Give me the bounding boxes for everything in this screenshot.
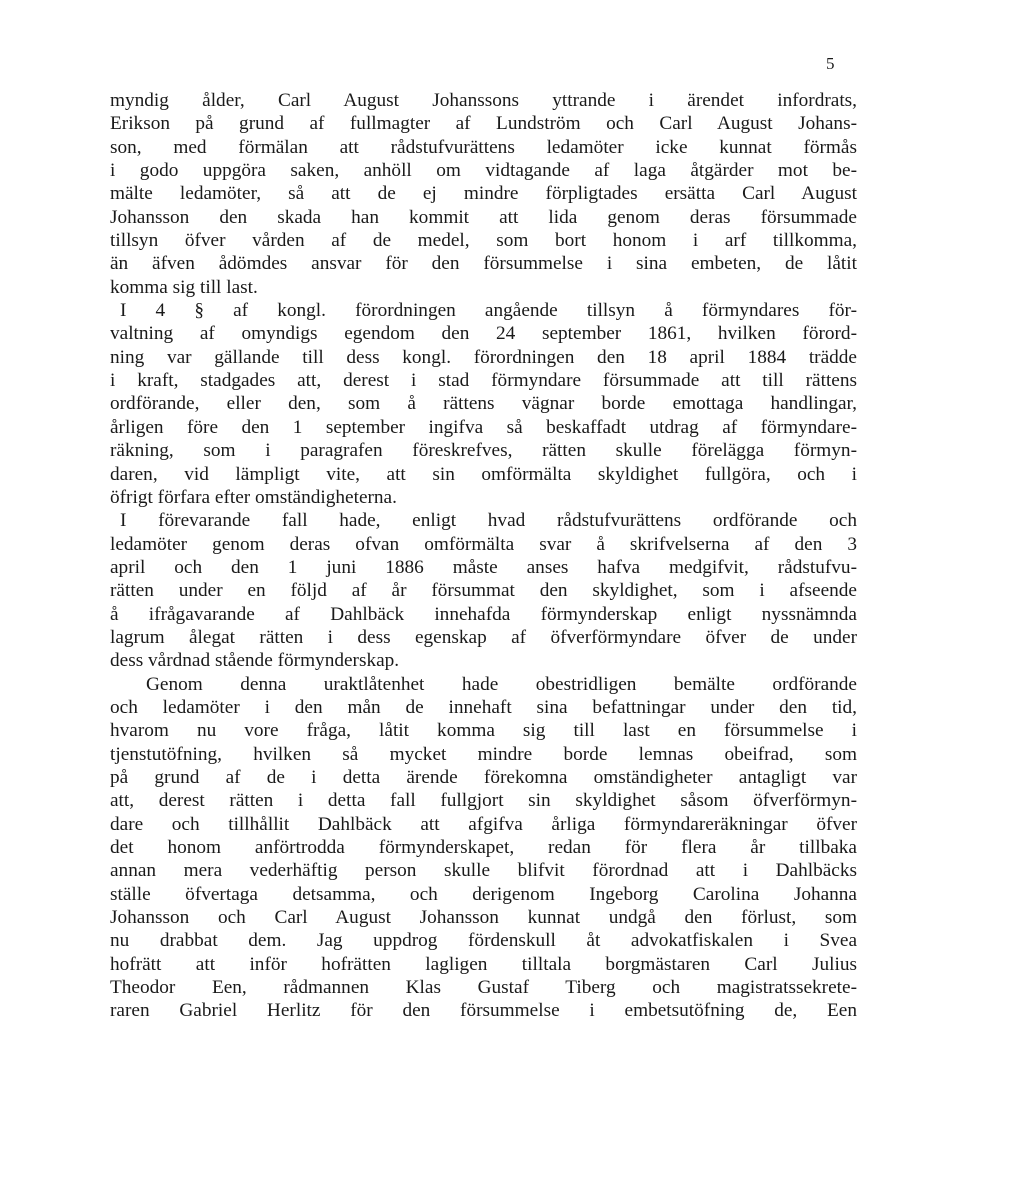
text-line: att, derest rätten i detta fall fullgjort sin skyldighet såsom öfverförmyn- (110, 790, 857, 812)
text-line: I 4 § af kongl. förordningen angående tillsyn å förmyndares för- (120, 300, 857, 322)
text-line: det honom anförtrodda förmynderskapet, redan för flera år tillbaka (110, 837, 857, 858)
text-line: hvarom nu vore fråga, låtit komma sig till last en försummelse i (110, 720, 857, 742)
text-line: i godo uppgöra saken, anhöll om vidtagande af laga åtgärder mot be- (110, 160, 857, 182)
text-line: ordförande, eller den, som å rättens vägnar borde emottaga handlingar, (110, 393, 857, 415)
text-line: komma sig till last. (110, 276, 258, 298)
text-line: å ifrågavarande af Dahlbäck innehafda förmynderskap enligt nyssnämnda (110, 603, 857, 625)
text-line: I förevarande fall hade, enligt hvad rådstufvurättens ordförande och (120, 510, 857, 532)
text-line: tillsyn öfver vården af de medel, som bort honom i arf tillkomma, (110, 230, 857, 252)
text-line: myndig ålder, Carl August Johanssons yttrande i ärendet infordrats, (110, 90, 857, 111)
text-line: raren Gabriel Herlitz för den försummelse i embetsutöfning de, Een (110, 1000, 857, 1022)
text-line: Genom denna uraktlåtenhet hade obestridligen bemälte ordförande (146, 673, 857, 695)
text-line: mälte ledamöter, så att de ej mindre förpligtades ersätta Carl August (110, 183, 857, 205)
text-line: Theodor Een, rådmannen Klas Gustaf Tiberg och magistratssekrete- (110, 977, 857, 999)
text-line: och ledamöter i den mån de innehaft sina befattningar under den tid, (110, 696, 857, 718)
text-line: Erikson på grund af fullmagter af Lundström och Carl August Johans- (110, 113, 857, 135)
text-line: rätten under en följd af år försummat den skyldighet, som i afseende (110, 580, 857, 602)
text-line: son, med förmälan att rådstufvurättens ledamöter icke kunnat förmås (110, 136, 857, 158)
text-line: öfrigt förfara efter omständigheterna. (110, 486, 397, 508)
text-line: hofrätt att inför hofrätten lagligen tilltala borgmästaren Carl Julius (110, 953, 857, 975)
text-line: ledamöter genom deras ofvan omförmälta svar å skrifvelserna af den 3 (110, 533, 857, 555)
text-line: ning var gällande till dess kongl. förordningen den 18 april 1884 trädde (110, 346, 857, 368)
text-line: april och den 1 juni 1886 måste anses hafva medgifvit, rådstufvu- (110, 556, 857, 578)
text-line: i kraft, stadgades att, derest i stad förmyndare försummade att till rättens (110, 370, 857, 392)
text-line: räkning, som i paragrafen föreskrefves, rätten skulle förelägga förmyn- (110, 440, 857, 462)
text-line: än äfven ådömdes ansvar för den försummelse i sina embeten, de låtit (110, 253, 857, 275)
text-line: valtning af omyndigs egendom den 24 september 1861, hvilken förord- (110, 323, 857, 345)
text-line: Johansson den skada han kommit att lida genom deras försummade (110, 206, 857, 228)
text-line: tjenstutöfning, hvilken så mycket mindre borde lemnas obeifrad, som (110, 743, 857, 765)
text-line: på grund af de i detta ärende förekomna omständigheter antagligt var (110, 766, 857, 788)
text-line: ställe öfvertaga detsamma, och derigenom Ingeborg Carolina Johanna (110, 883, 857, 905)
text-line: daren, vid lämpligt vite, att sin omförmälta skyldighet fullgöra, och i (110, 463, 857, 485)
text-line: nu drabbat dem. Jag uppdrog fördenskull åt advokatfiskalen i Svea (110, 930, 857, 952)
text-line: årligen före den 1 september ingifva så beskaffadt utdrag af förmyndare- (110, 416, 857, 438)
text-line: annan mera vederhäftig person skulle blifvit förordnad att i Dahlbäcks (110, 860, 857, 882)
text-line: dare och tillhållit Dahlbäck att afgifva årliga förmyndareräkningar öfver (110, 813, 857, 835)
text-line: dess vårdnad stående förmynderskap. (110, 650, 400, 672)
text-line: Johansson och Carl August Johansson kunnat undgå den förlust, som (110, 907, 857, 929)
text-line: lagrum ålegat rätten i dess egenskap af öfverförmyndare öfver de under (110, 626, 857, 648)
body-text (110, 89, 857, 1023)
page-number: 5 (826, 54, 835, 73)
